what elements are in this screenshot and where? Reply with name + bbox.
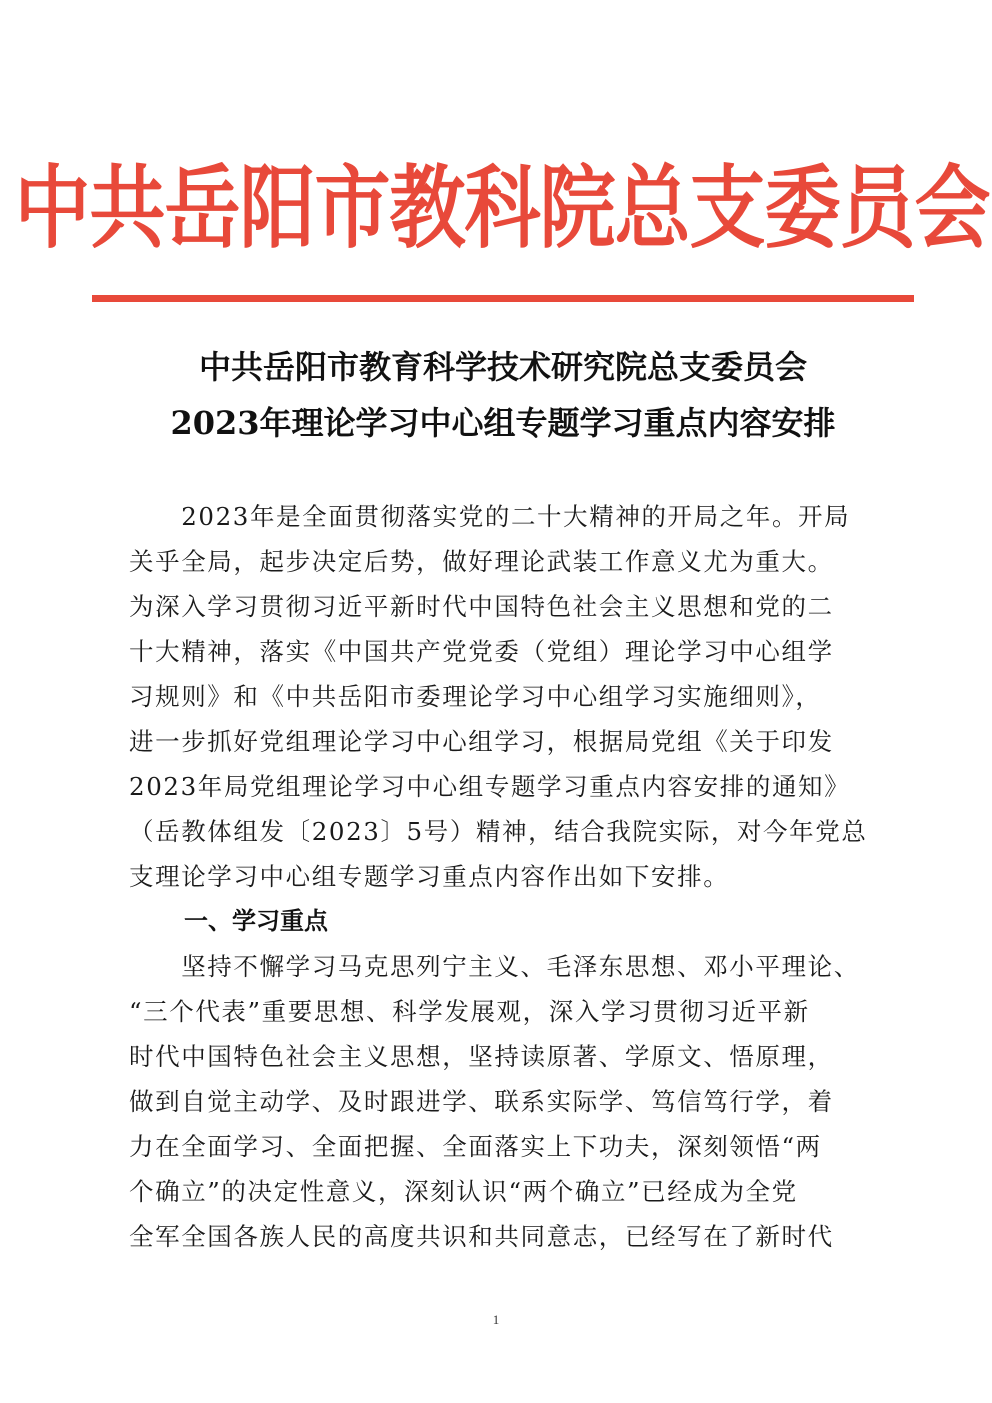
- paragraph-2-line-4: 做到自觉主动学、及时跟进学、联系实际学、笃信笃行学，着: [129, 1087, 834, 1116]
- paragraph-1-line-2: 关乎全局，起步决定后势，做好理论武装工作意义尤为重大。: [129, 547, 834, 576]
- paragraph-1-line-1: 2023年是全面贯彻落实党的二十大精神的开局之年。开局: [129, 502, 851, 531]
- paragraph-2-line-6: 个确立”的决定性意义，深刻认识“两个确立”已经成为全党: [129, 1177, 798, 1206]
- paragraph-1-line-5: 习规则》和《中共岳阳市委理论学习中心组学习实施细则》，: [129, 682, 822, 711]
- paragraph-1-line-9: 支理论学习中心组专题学习重点内容作出如下安排。: [129, 862, 730, 891]
- document-title-line-2: 2023年理论学习中心组专题学习重点内容安排: [170, 404, 836, 442]
- paragraph-2-line-1: 坚持不懈学习马克思列宁主义、毛泽东思想、邓小平理论、: [129, 952, 860, 981]
- paragraph-2-line-2: “三个代表”重要思想、科学发展观，深入学习贯彻习近平新: [129, 997, 810, 1026]
- paragraph-1-line-4: 十大精神，落实《中国共产党党委（党组）理论学习中心组学: [129, 637, 834, 666]
- red-masthead: 中共岳阳市教科院总支委员会: [14, 154, 990, 260]
- paragraph-2-line-7: 全军全国各族人民的高度共识和共同意志，已经写在了新时代: [129, 1222, 834, 1251]
- section-1-heading: 一、学习重点: [184, 907, 328, 935]
- paragraph-1-line-7: 2023年局党组理论学习中心组专题学习重点内容安排的通知》: [129, 772, 851, 801]
- paragraph-1-line-8: （岳教体组发〔2023〕5号）精神，结合我院实际，对今年党总: [129, 817, 868, 846]
- paragraph-2-line-3: 时代中国特色社会主义思想，坚持读原著、学原文、悟原理，: [129, 1042, 834, 1071]
- paragraph-2-line-5: 力在全面学习、全面把握、全面落实上下功夫，深刻领悟“两: [129, 1132, 822, 1161]
- page-number: 1: [492, 1312, 500, 1327]
- paragraph-1-line-6: 进一步抓好党组理论学习中心组学习，根据局党组《关于印发: [129, 727, 834, 756]
- paragraph-1-line-3: 为深入学习贯彻习近平新时代中国特色社会主义思想和党的二: [129, 592, 834, 621]
- document-title-line-1: 中共岳阳市教育科学技术研究院总支委员会: [198, 348, 807, 386]
- red-divider-line: [92, 295, 914, 302]
